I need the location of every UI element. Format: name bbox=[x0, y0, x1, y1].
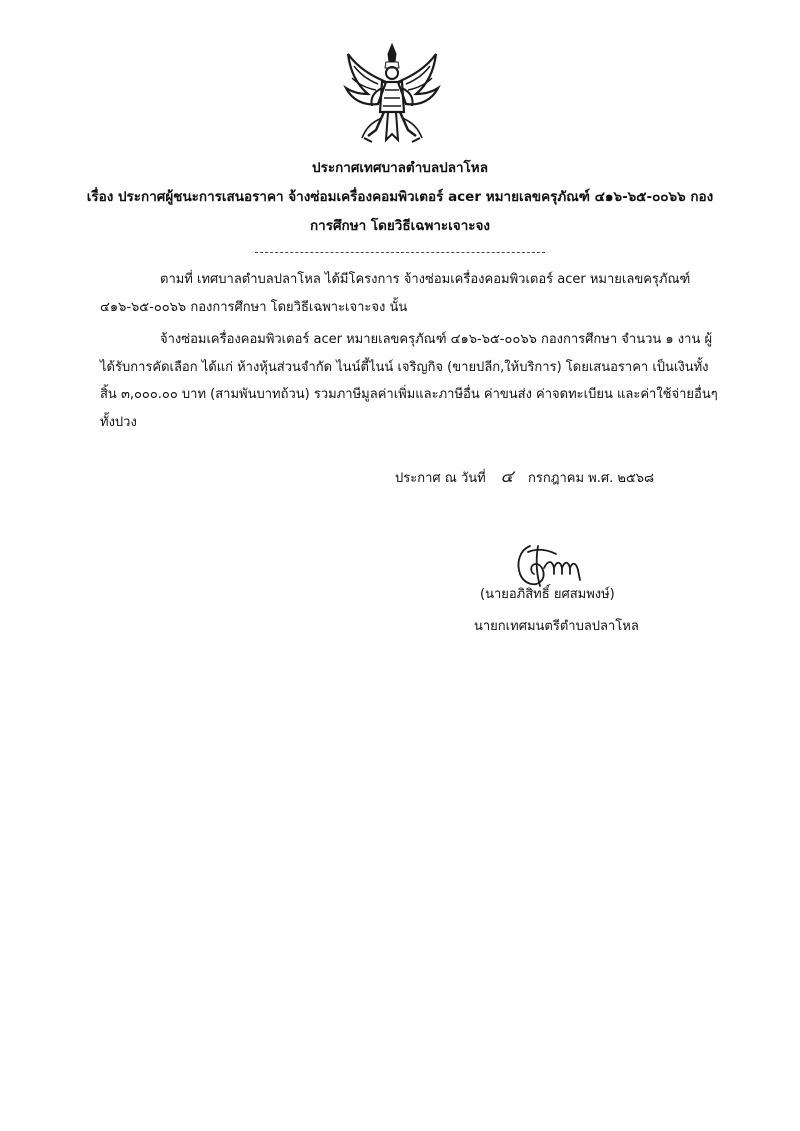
garuda-emblem bbox=[342, 40, 442, 145]
signer-name: (นายอภิสิทธิ์ ยศสมพงษ์) bbox=[480, 587, 615, 602]
paragraph-2-line-2: ได้รับการคัดเลือก ได้แก่ ห้างหุ้นส่วนจำกัด ไนน์ตี้ไนน์ เจริญกิจ (ขายปลีก,ให้บริการ) โดยเสนอราคา เป็นเงินทั้ง bbox=[100, 360, 709, 375]
date-prefix: ประกาศ ณ วันที่ bbox=[395, 471, 486, 486]
date-day-handwritten: ๔ bbox=[500, 467, 514, 487]
announcement-heading: ประกาศเทศบาลตำบลปลาโหล bbox=[312, 160, 488, 176]
paragraph-2-line-4: ทั้งปวง bbox=[100, 415, 137, 430]
paragraph-1-line-1: ตามที่ เทศบาลตำบลปลาโหล ได้มีโครงการ จ้างซ่อมเครื่องคอมพิวเตอร์ acer หมายเลขครุภัณฑ์ bbox=[160, 272, 691, 287]
subject-line-continued: การศึกษา โดยวิธีเฉพาะเจาะจง bbox=[309, 218, 491, 234]
subject-line: เรื่อง ประกาศผู้ชนะการเสนอราคา จ้างซ่อมเครื่องคอมพิวเตอร์ acer หมายเลขครุภัณฑ์ ๔๑๖-๖๕-๐๐๖๖ กอง bbox=[86, 189, 714, 205]
paragraph-1-line-2: ๔๑๖-๖๕-๐๐๖๖ กองการศึกษา โดยวิธีเฉพาะเจาะจง นั้น bbox=[100, 300, 408, 315]
header-divider bbox=[255, 252, 545, 253]
announcement-date bbox=[395, 467, 654, 489]
date-month-year: กรกฎาคม พ.ศ. ๒๕๖๘ bbox=[528, 471, 655, 486]
signer-title: นายกเทศมนตรีตำบลปลาโหล bbox=[474, 619, 639, 634]
paragraph-2-line-1: จ้างซ่อมเครื่องคอมพิวเตอร์ acer หมายเลขครุภัณฑ์ ๔๑๖-๖๕-๐๐๖๖ กองการศึกษา จำนวน ๑ งาน ผู้ bbox=[160, 332, 713, 347]
paragraph-2-line-3: สิ้น ๓,๐๐๐.๐๐ บาท (สามพันบาทถ้วน) รวมภาษีมูลค่าเพิ่มและภาษีอื่น ค่าขนส่ง ค่าจดทะเบียน และค่าใช้จ่ายอื่นๆ bbox=[100, 387, 718, 402]
